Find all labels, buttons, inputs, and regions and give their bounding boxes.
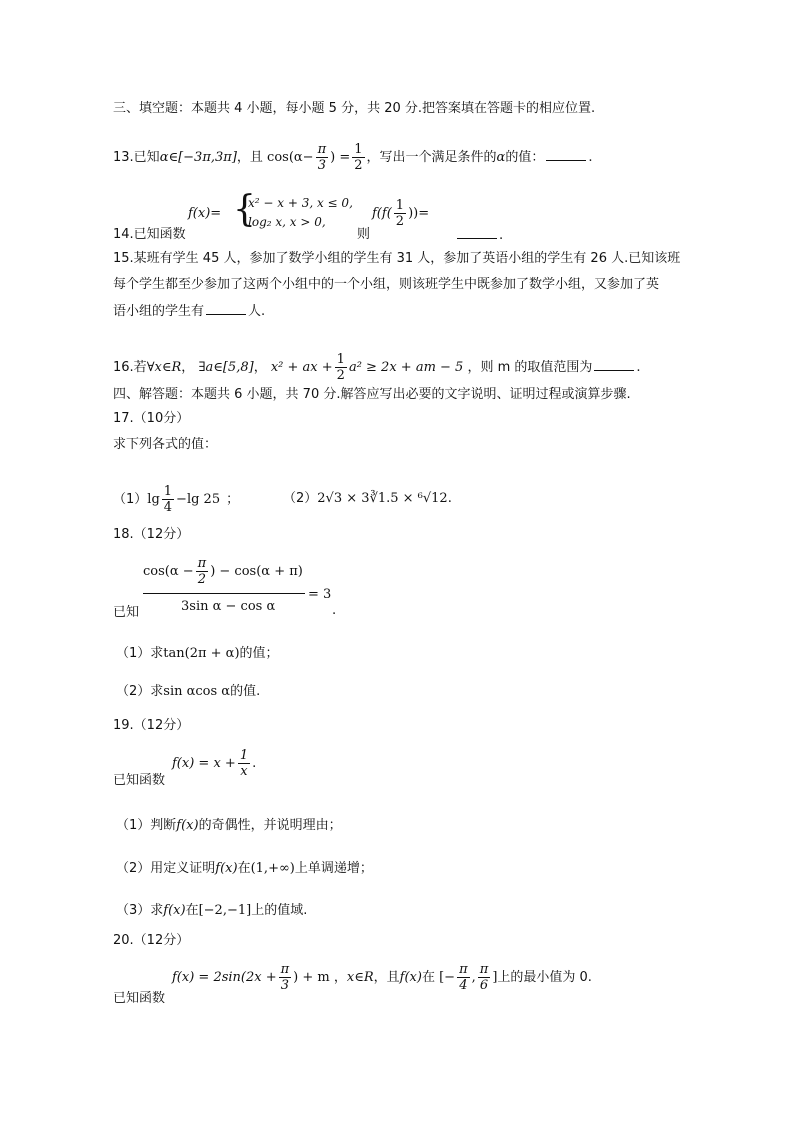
- q19-part-3: （3）求f(x)在[−2,−1]上的值域.: [116, 903, 308, 918]
- q18-fraction-bar: [143, 593, 305, 594]
- answer-blank: [546, 148, 586, 161]
- q19-function: f(x) = x + $\frac{1}{x}$ .: [172, 748, 257, 779]
- piecewise-brace: {: [233, 189, 256, 230]
- q17-part-1: （1）lg $\frac{1}{4}$ −lg 25 ；: [113, 484, 240, 515]
- answer-blank: [206, 302, 246, 315]
- piecewise-case-2: log₂ x, x > 0,: [248, 215, 326, 229]
- q13-one-half: $\frac{1}{2}$: [354, 142, 363, 173]
- answer-blank: [594, 358, 634, 371]
- q18-part-1: （1）求tan(2π + α)的值；: [116, 646, 279, 661]
- question-13: 13.已知α∈[−3π,3π]，且 cos(α− $\frac{\pi}{3}$ ) = $\frac{1}{2}$ ，写出一个满足条件的α的值： .: [113, 142, 593, 173]
- q13-pi-over-3: $\frac{\pi}{3}$: [317, 142, 327, 173]
- q13-condition: α∈[−3π,3π]: [159, 150, 237, 165]
- q18-numerator: cos(α − $\frac{\pi}{2}$ ) − cos(α + π): [143, 556, 303, 587]
- q14-ff-expression: f(f( $\frac{1}{2}$ ))=: [372, 198, 430, 229]
- exam-page: 三、填空题：本题共 4 小题，每小题 5 分，共 20 分.把答案填在答题卡的相应位置. 13.已知α∈[−3π,3π]，且 cos(α− $\frac{\pi}{3}$ ) = $\frac{1}{2}$ ，写出一个满足条件的α的值： . 14.已知函数 f(x)= { x² − x + 3, x ≤ 0, log₂ x, x > 0, 则 f(f( $\frac{1}{2}$ ))= . 15.某班有学生 45 人，参加了数学小组的学生有 31 人，参加了英语小组的学生有 26 人.已知该班 每个学生都至少参加了这两个小组中的一个小组，则该班学生中既参加了数学小组，又参加了英 语小组的学生有 人. 16.若∀x∈R， ∃a∈[5,8]， x² + ax + $\frac{1}{2}$ a² ≥ 2x + am − 5 ，则 m 的取值范围为 . 四、解答题：本题共 6 小题，共 70 分.解答应写出必要的文字说明、证明过程或演算步骤. 17.（10分） 求下列各式的值： （1）lg $\frac{1}{4}$ −lg 25 ； （2）2√3 × 3∛1.5 × ⁶√12. 18.（12分） 已知 cos(α − $\frac{\pi}{2}$ ) − cos(α + π) 3sin α − cos α = 3 . （1）求tan(2π + α)的值； （2）求sin αcos α的值. 19.（12分） 已知函数 f(x) = x + $\frac{1}{x}$ . （1）判断f(x)的奇偶性，并说明理由； （2）用定义证明f(x)在(1,+∞)上单调递增； （3）求f(x)在[−2,−1]上的值域. 20.（12分） 已知函数 f(x) = 2sin(2x + $\frac{\pi}{3}$ ) + m ，x∈R，且f(x)在 [− $\frac{\pi}{4}$ , $\frac{\pi}{6}$ ]上的最小值为 0.: [113, 101, 681, 1006]
- section-4-heading: 四、解答题：本题共 6 小题，共 70 分.解答应写出必要的文字说明、证明过程或演算步骤.: [113, 387, 631, 402]
- q20-function: f(x) = 2sin(2x + $\frac{\pi}{3}$ ) + m ，x∈R，且f(x)在 [− $\frac{\pi}{4}$ , $\frac{\pi}{6}$ ]上的最小值为 0.: [172, 962, 592, 993]
- q18-part-2: （2）求sin αcos α的值.: [116, 684, 261, 699]
- answer-blank: [457, 226, 497, 239]
- question-16: 16.若∀x∈R， ∃a∈[5,8]， x² + ax + $\frac{1}{2}$ a² ≥ 2x + am − 5 ，则 m 的取值范围为 .: [113, 352, 641, 383]
- q19-part-1: （1）判断f(x)的奇偶性，并说明理由；: [116, 818, 342, 833]
- piecewise-case-1: x² − x + 3, x ≤ 0,: [248, 196, 353, 210]
- q18-denominator: 3sin α − cos α: [181, 599, 276, 614]
- section-3-heading: 三、填空题：本题共 4 小题，每小题 5 分，共 20 分.把答案填在答题卡的相应位置.: [113, 101, 596, 116]
- q19-part-2: （2）用定义证明f(x)在(1,+∞)上单调递增；: [116, 861, 373, 876]
- q17-part-2: （2）2√3 × 3∛1.5 × ⁶√12.: [283, 491, 452, 506]
